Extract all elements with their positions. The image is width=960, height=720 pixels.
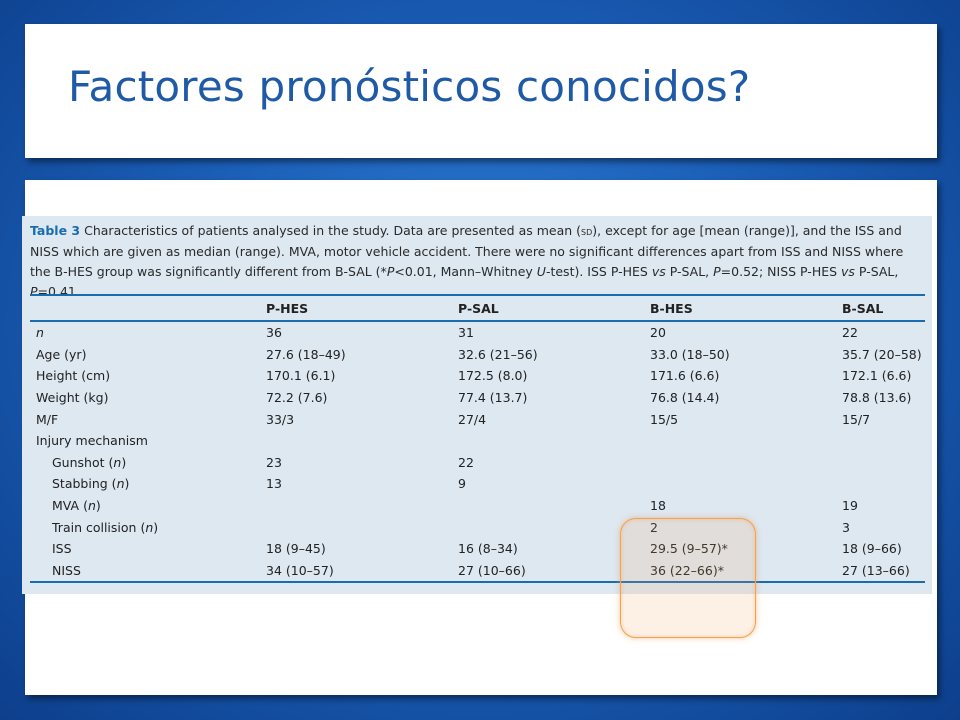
- row-label-n: n: [116, 476, 125, 492]
- row-label: [30, 408, 260, 430]
- caption-text: <0.01, Mann–Whitney: [394, 264, 537, 279]
- row-label-n: n: [113, 454, 122, 470]
- table-cell: 27/4: [458, 411, 487, 427]
- table-cell: 35.7 (20–58): [842, 346, 922, 362]
- table-cell: 77.4 (13.7): [458, 390, 528, 406]
- table-cell: 171.6 (6.6): [650, 368, 720, 384]
- table-cell: 36 (22–66)*: [650, 562, 724, 578]
- row-label-text: M/F: [36, 411, 59, 427]
- row-label-text: Train collision: [52, 519, 137, 535]
- table-cell: 31: [458, 325, 474, 341]
- table-cell: [260, 516, 452, 538]
- slide-title: Factores pronósticos conocidos?: [68, 62, 751, 111]
- row-label-text: MVA: [52, 498, 80, 514]
- caption-p: P: [30, 284, 38, 299]
- table-row: [30, 387, 925, 409]
- table-cell: [644, 452, 836, 474]
- row-label: [30, 387, 260, 409]
- row-label-text: Gunshot: [52, 454, 105, 470]
- header-cell: B-SAL: [842, 300, 884, 316]
- row-label: [30, 321, 260, 344]
- table-cell: 2: [650, 519, 658, 535]
- row-label-text: NISS: [52, 562, 81, 578]
- row-label: Train collision (n): [52, 519, 159, 535]
- table-cell: 9: [458, 476, 466, 492]
- table-cell: [452, 495, 644, 517]
- table-row: [30, 408, 925, 430]
- row-label-text: ISS: [52, 541, 72, 557]
- row-label-n: n: [145, 519, 154, 535]
- table-cell: 33.0 (18–50): [650, 346, 730, 362]
- table-cell: [260, 430, 452, 452]
- row-label: [30, 430, 260, 452]
- table-cell: [836, 473, 925, 495]
- table-cell: [644, 473, 836, 495]
- caption-u: U: [536, 264, 546, 279]
- header-cell: P-SAL: [458, 300, 499, 316]
- row-label: [30, 365, 260, 387]
- table-row: [30, 321, 925, 344]
- table-row: [30, 452, 925, 474]
- table-cell: 76.8 (14.4): [650, 390, 720, 406]
- table-cell: 29.5 (9–57)*: [650, 541, 728, 557]
- caption-text: =0.41: [37, 284, 76, 299]
- caption-text: Characteristics of patients analysed in the study. Data are presented as mean (: [84, 223, 582, 238]
- highlight-box: [620, 518, 756, 638]
- row-label-text: Age (yr): [36, 346, 87, 362]
- header-cell: B-HES: [650, 300, 693, 316]
- table-cell: 15/5: [650, 411, 679, 427]
- table-row: [30, 473, 925, 495]
- table-cell: 3: [842, 519, 850, 535]
- row-label-text: Height (cm): [36, 368, 111, 384]
- table-cell: [260, 495, 452, 517]
- table-cell: 27 (13–66): [842, 562, 910, 578]
- table-cell: 23: [266, 454, 282, 470]
- table-cell: 18 (9–45): [266, 541, 326, 557]
- content-panel: [25, 180, 937, 695]
- row-label-text: Stabbing: [52, 476, 108, 492]
- table-cell: 22: [458, 454, 474, 470]
- table-row: [30, 365, 925, 387]
- row-label: MVA (n): [52, 498, 101, 514]
- table-row: [30, 495, 925, 517]
- table-caption: [30, 221, 925, 302]
- table-row: [30, 538, 925, 560]
- table-cell: 172.5 (8.0): [458, 368, 528, 384]
- table-cell: 78.8 (13.6): [842, 390, 912, 406]
- header-cell: [30, 295, 260, 321]
- caption-vs: vs: [841, 264, 855, 279]
- row-label: Gunshot (n): [52, 454, 127, 470]
- caption-text: ), except for age [mean (range)], and the ISS and NISS which are given as median (range). MVA, motor vehicle accident. There were no significant differences apart from ISS and NISS where the B-HES group was significantly different from B-SAL (*: [30, 223, 904, 279]
- patients-table: [30, 294, 925, 583]
- row-label-text: n: [36, 325, 44, 341]
- table-cell: [452, 516, 644, 538]
- caption-p: P: [386, 264, 395, 279]
- caption-p: P: [713, 264, 721, 279]
- table-label: Table 3: [30, 223, 81, 238]
- table-cell: 72.2 (7.6): [266, 390, 328, 406]
- table-cell: [836, 452, 925, 474]
- table-cell: [452, 430, 644, 452]
- table-cell: 16 (8–34): [458, 541, 518, 557]
- table-body: [30, 321, 925, 582]
- row-label: [30, 344, 260, 366]
- caption-text: P-SAL,: [665, 264, 714, 279]
- table-cell: 27 (10–66): [458, 562, 526, 578]
- table-row: [30, 560, 925, 583]
- table-cell: 32.6 (21–56): [458, 346, 538, 362]
- table-cell: 20: [650, 325, 666, 341]
- row-label-n: n: [87, 498, 96, 514]
- table-cell: 27.6 (18–49): [266, 346, 346, 362]
- header-cell: P-HES: [266, 300, 309, 316]
- table-row: [30, 430, 925, 452]
- table-header-row: [30, 295, 925, 321]
- caption-text: P-SAL,: [854, 264, 899, 279]
- caption-sd: sd: [581, 225, 593, 238]
- table-cell: 172.1 (6.6): [842, 368, 912, 384]
- row-label: Stabbing (n): [52, 476, 130, 492]
- table-figure: [22, 216, 932, 594]
- table-cell: [644, 430, 836, 452]
- table-row: [30, 344, 925, 366]
- caption-text: =0.52; NISS P-HES: [720, 264, 842, 279]
- table-cell: 18: [650, 498, 666, 514]
- table-cell: [836, 430, 925, 452]
- row-label-text: Weight (kg): [36, 390, 109, 406]
- caption-text: -test). ISS P-HES: [545, 264, 652, 279]
- row-label-text: Injury mechanism: [36, 433, 148, 449]
- table-cell: 15/7: [842, 411, 871, 427]
- table-cell: 34 (10–57): [266, 562, 334, 578]
- table-cell: 36: [266, 325, 282, 341]
- row-label: [30, 538, 260, 560]
- table-cell: 18 (9–66): [842, 541, 902, 557]
- table-cell: 13: [266, 476, 282, 492]
- table-cell: 33/3: [266, 411, 295, 427]
- table-cell: 170.1 (6.1): [266, 368, 336, 384]
- table-row: [30, 516, 925, 538]
- table-cell: 19: [842, 498, 858, 514]
- caption-vs: vs: [651, 264, 666, 279]
- table-cell: 22: [842, 325, 858, 341]
- row-label: [30, 560, 260, 583]
